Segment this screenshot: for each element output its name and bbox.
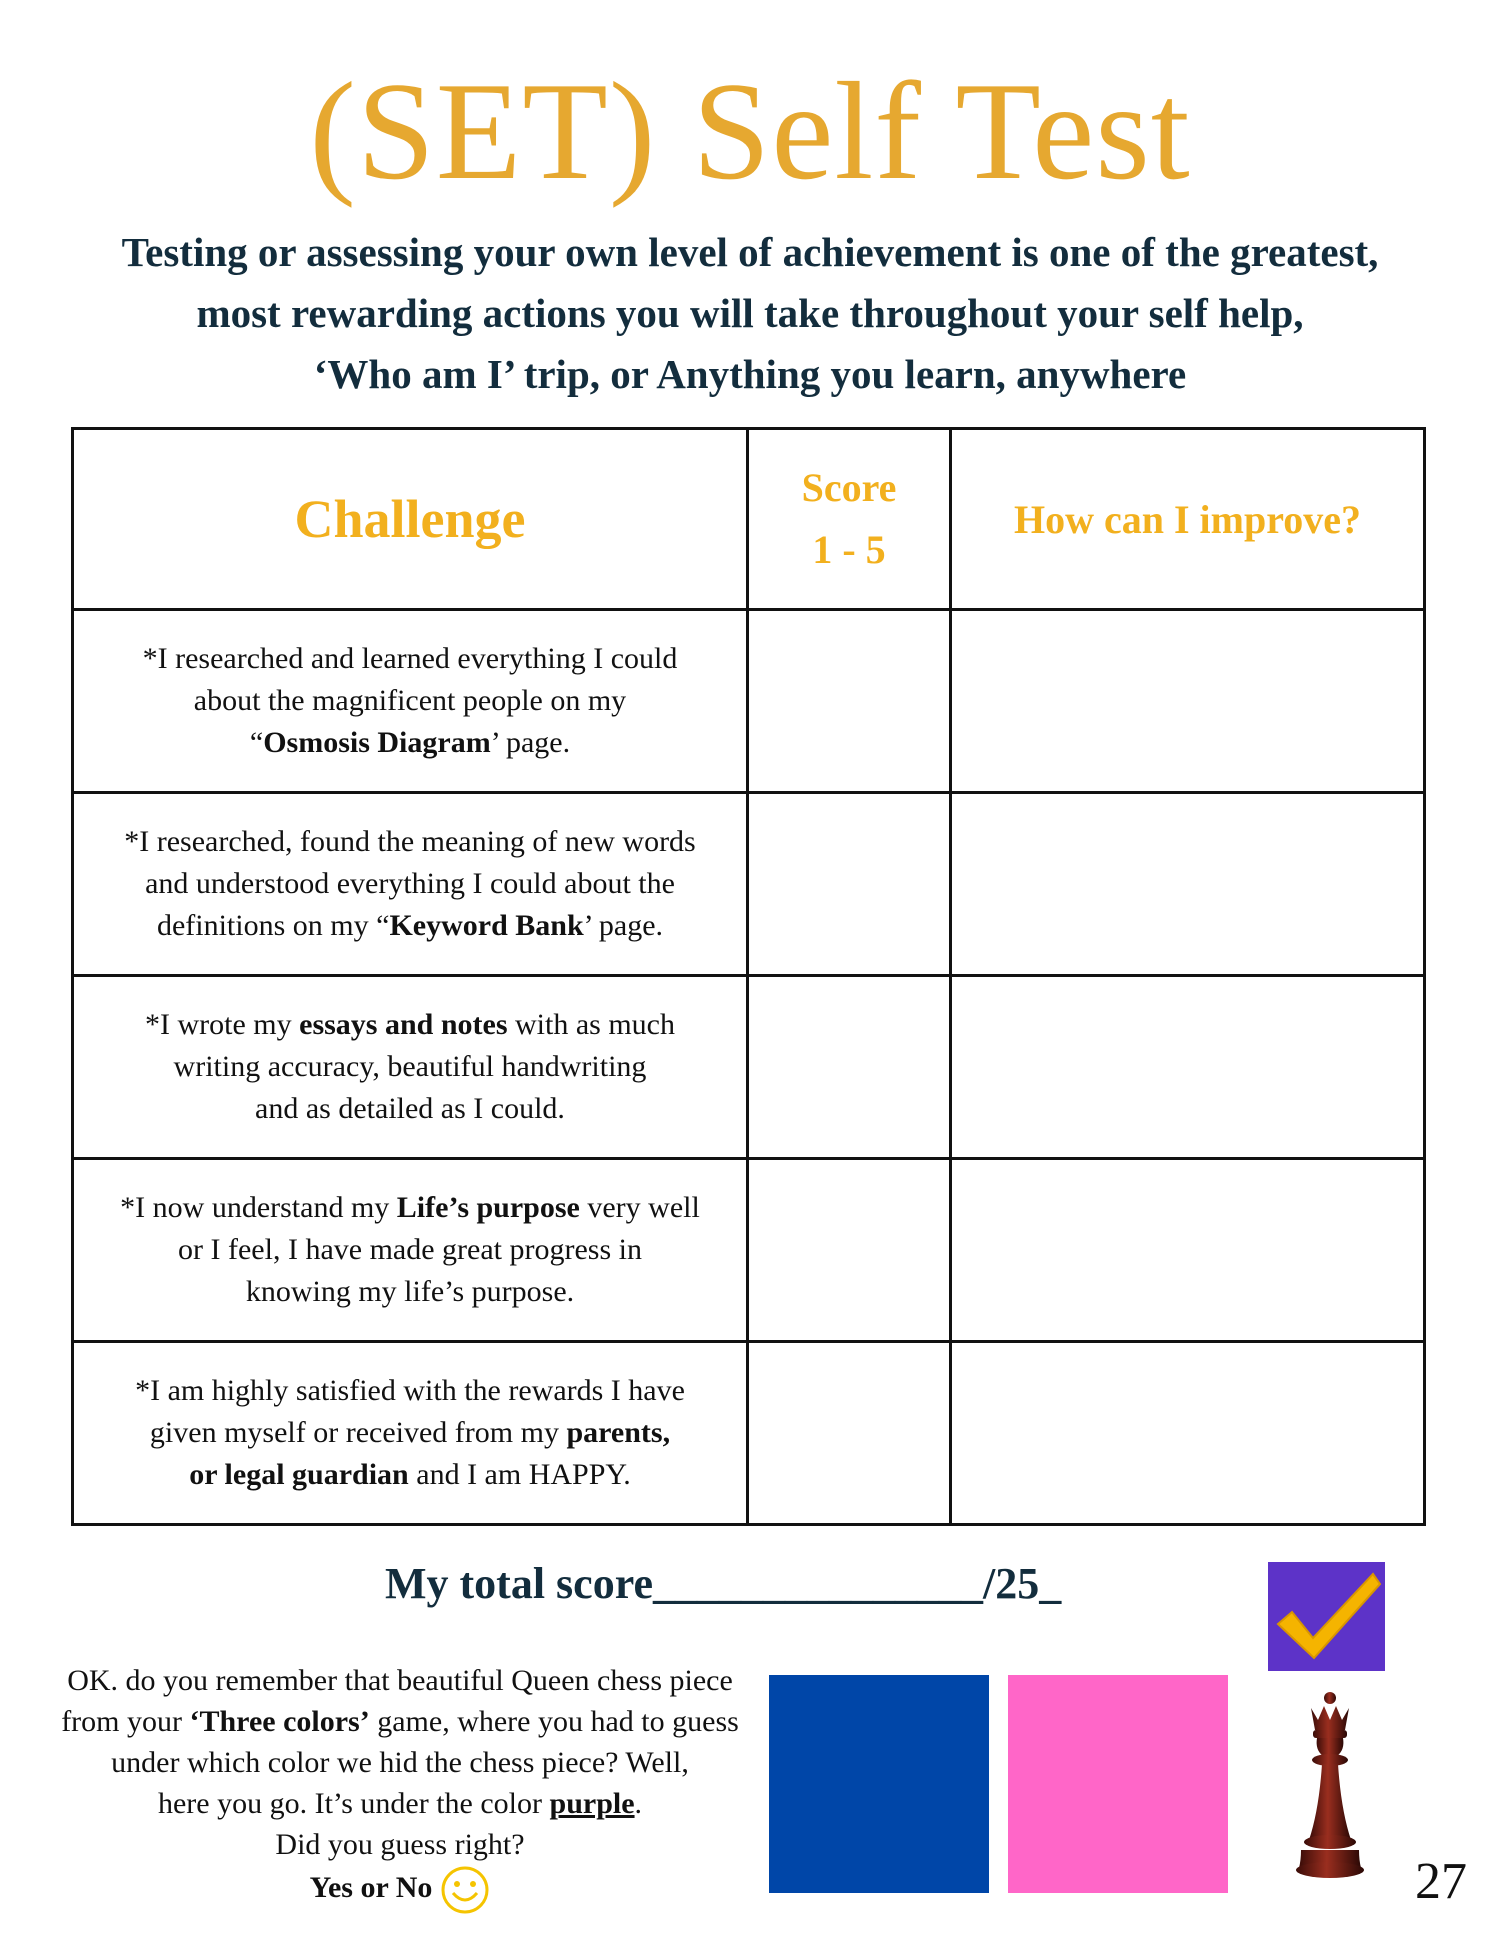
page-title: (SET) Self Test: [309, 54, 1191, 209]
score-cell[interactable]: [748, 976, 951, 1159]
table-row: [73, 1159, 1425, 1342]
challenge-text: *I now understand my Life’s purpose very well: [120, 1191, 700, 1224]
self-test-table: [71, 427, 1426, 1526]
page-number: 27: [1415, 1853, 1467, 1910]
total-score-line: My total score_______________/25_: [385, 1559, 1062, 1608]
queen-story: [40, 1660, 760, 1915]
challenge-text: or I feel, I have made great progress in: [178, 1233, 642, 1266]
challenge-text: given myself or received from my parents,: [149, 1416, 671, 1449]
challenge-text: or legal guardian and I am HAPPY.: [189, 1458, 631, 1491]
challenge-header: Challenge: [73, 429, 748, 610]
challenge-cell: [73, 610, 748, 793]
challenge-cell: [73, 1342, 748, 1525]
score-header: [748, 429, 951, 610]
score-cell[interactable]: [748, 1159, 951, 1342]
challenge-text: and as detailed as I could.: [255, 1092, 565, 1125]
score-header-range: 1 - 5: [812, 527, 886, 572]
challenge-text: “Osmosis Diagram’ page.: [249, 726, 571, 759]
challenge-text: *I researched, found the meaning of new words: [124, 825, 696, 858]
challenge-cell: [73, 976, 748, 1159]
subtitle-line: most rewarding actions you will take throughout your self help,: [196, 290, 1304, 336]
table-header-row: [73, 429, 1425, 610]
challenge-text: *I am highly satisfied with the rewards I have: [135, 1374, 685, 1407]
subtitle-line: Testing or assessing your own level of achievement is one of the greatest,: [121, 229, 1379, 275]
table-row: [73, 976, 1425, 1159]
score-cell[interactable]: [748, 610, 951, 793]
improve-cell[interactable]: [951, 976, 1425, 1159]
table-row: [73, 610, 1425, 793]
story-line: here you go. It’s under the color purple.: [157, 1787, 643, 1820]
story-line: Did you guess right?: [275, 1828, 525, 1861]
subtitle: [60, 222, 1440, 405]
improve-cell[interactable]: [951, 610, 1425, 793]
score-header-line: Score: [801, 465, 897, 510]
challenge-text: and understood everything I could about the: [145, 867, 675, 900]
queen-chess-piece-icon: [1285, 1690, 1375, 1880]
challenge-text: writing accuracy, beautiful handwriting: [173, 1050, 647, 1083]
story-line: OK. do you remember that beautiful Queen chess piece: [67, 1664, 733, 1697]
story-line: under which color we hid the chess piece? Well,: [111, 1746, 689, 1779]
improve-cell[interactable]: [951, 793, 1425, 976]
challenge-text: knowing my life’s purpose.: [245, 1275, 575, 1308]
improve-cell[interactable]: [951, 1159, 1425, 1342]
blue-color-square[interactable]: [769, 1675, 989, 1893]
challenge-text: *I wrote my essays and notes with as much: [145, 1008, 675, 1041]
improve-header: How can I improve?: [951, 429, 1425, 610]
subtitle-line: ‘Who am I’ trip, or Anything you learn, anywhere: [313, 351, 1187, 397]
smiley-icon: [440, 1865, 490, 1915]
challenge-cell: [73, 1159, 748, 1342]
table-row: [73, 1342, 1425, 1525]
challenge-cell: [73, 793, 748, 976]
story-line: from your ‘Three colors’ game, where you had to guess: [61, 1705, 739, 1738]
yes-or-no: Yes or No: [309, 1870, 433, 1904]
challenge-text: definitions on my “Keyword Bank’ page.: [156, 909, 664, 942]
table-row: [73, 793, 1425, 976]
challenge-text: *I researched and learned everything I could: [142, 642, 678, 675]
story-line: [40, 1865, 760, 1915]
checkmark-icon: [1268, 1562, 1385, 1671]
score-cell[interactable]: [748, 793, 951, 976]
improve-cell[interactable]: [951, 1342, 1425, 1525]
pink-color-square[interactable]: [1008, 1675, 1228, 1893]
score-cell[interactable]: [748, 1342, 951, 1525]
challenge-text: about the magnificent people on my: [193, 684, 627, 717]
